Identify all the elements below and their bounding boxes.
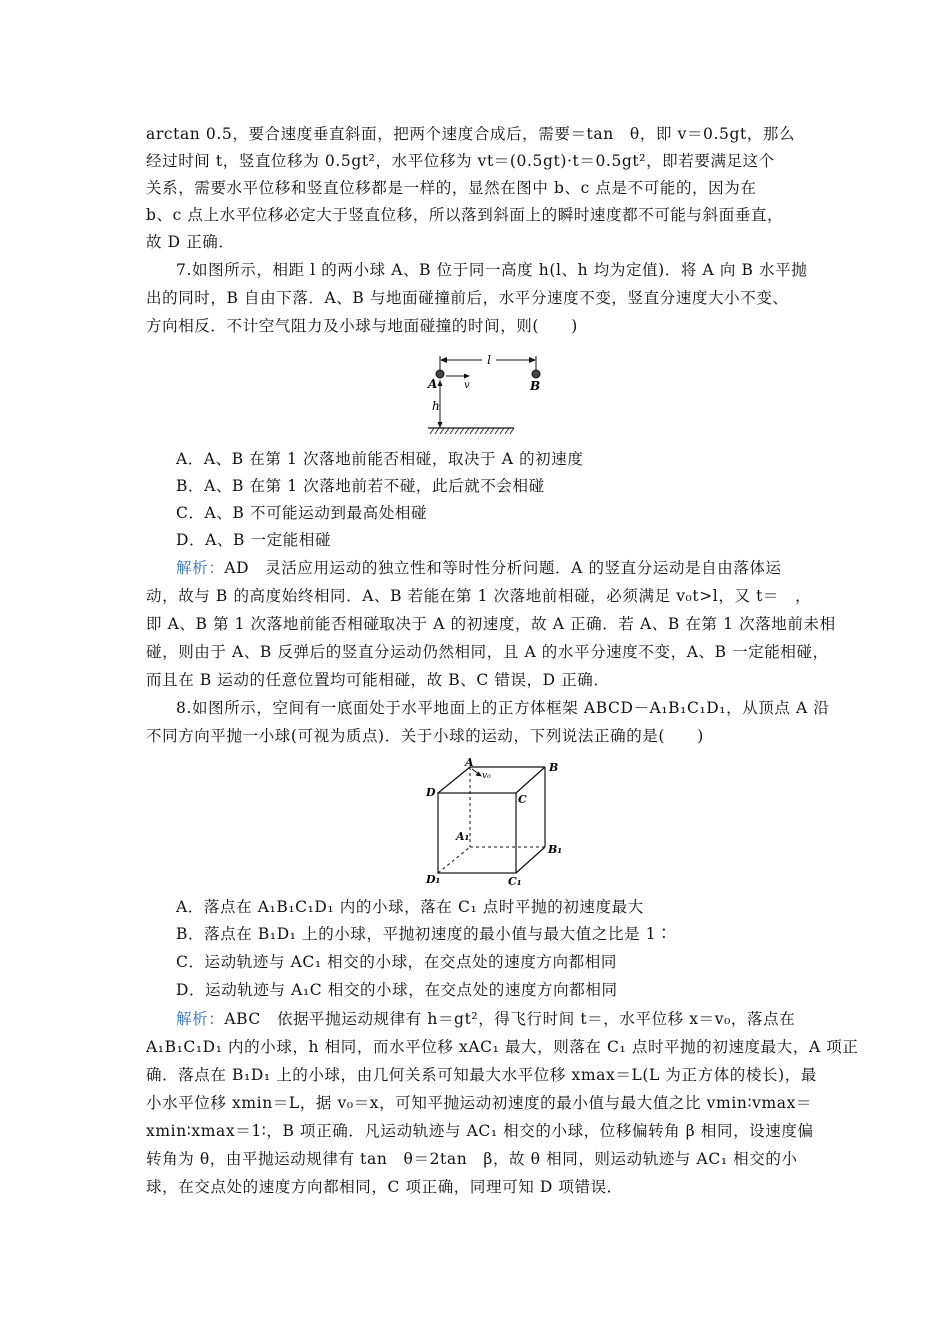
q8-cube-figure: [420, 757, 570, 887]
q8-analysis-text-1: ABC 依据平抛运动规律有 h＝gt²，得飞行时间 t＝，水平位移 x＝v₀，落点在: [224, 1010, 796, 1028]
intro-line-3: 关系，需要水平位移和竖直位移都是一样的，显然在图中 b、c 点是不可能的，因为在: [146, 179, 757, 197]
intro-line-4: b、c 点上水平位移必定大于竖直位移，所以落到斜面上的瞬时速度都不可能与斜面垂直，: [146, 206, 784, 224]
q7-analysis-line-1: [176, 558, 782, 578]
q7-label-l: l: [487, 353, 491, 367]
q8-stem-line-2: 不同方向平抛一小球(可视为质点)．关于小球的运动，下列说法正确的是( ): [146, 727, 704, 745]
q8-analysis-line-1: [176, 1009, 795, 1029]
q8-option-d: D．运动轨迹与 A₁C 相交的小球，在交点处的速度方向都相同: [176, 981, 618, 999]
ball-b: [532, 370, 540, 378]
cube-label-c: C: [518, 793, 527, 806]
q7-analysis-line-3: 即 A、B 第 1 次落地前能否相碰取决于 A 的初速度，故 A 正确．若 A、B 在第 1 次落地前未相: [146, 615, 836, 633]
q8-analysis-line-6: 转角为 θ，由平抛运动规律有 tan θ＝2tan β，故 θ 相同，则运动轨迹与 AC₁ 相交的小: [146, 1150, 798, 1168]
q7-option-b: B．A、B 在第 1 次落地前若不碰，此后就不会相碰: [176, 477, 545, 495]
q7-option-d: D．A、B 一定能相碰: [176, 531, 332, 549]
cube-label-c1: C₁: [508, 875, 522, 887]
q7-stem-line-1: 7.如图所示，相距 l 的两小球 A、B 位于同一高度 h(l、h 均为定值)．将 A 向 B 水平抛: [176, 261, 808, 279]
q8-analysis-label: 解析：: [176, 1010, 225, 1028]
q8-analysis-line-2: A₁B₁C₁D₁ 内的小球，h 相同，而水平位移 xAC₁ 最大，则落在 C₁ 点时平抛的初速度最大，A 项正: [146, 1038, 859, 1056]
q7-analysis-line-5: 而且在 B 运动的任意位置均可能相碰，故 B、C 错误，D 正确．: [146, 671, 610, 689]
intro-line-2: 经过时间 t，竖直位移为 0.5gt²，水平位移为 vt＝(0.5gt)·t＝0.5gt²，即若要满足这个: [146, 152, 775, 170]
cube-label-v0: v₀: [482, 771, 491, 781]
q7-figure: [418, 350, 558, 440]
q8-stem-line-1: 8.如图所示，空间有一底面处于水平地面上的正方体框架 ABCD－A₁B₁C₁D₁，从顶点 A 沿: [176, 699, 830, 717]
cube-label-d: D: [426, 786, 436, 799]
q7-analysis-line-2: 动，故与 B 的高度始终相同．A、B 若能在第 1 次落地前相碰，必须满足 v₀t>l，又 t＝ ，: [146, 587, 812, 605]
q7-stem-line-3: 方向相反．不计空气阻力及小球与地面碰撞的时间，则( ): [146, 317, 578, 335]
q8-option-a: A．落点在 A₁B₁C₁D₁ 内的小球，落在 C₁ 点时平抛的初速度最大: [176, 898, 644, 916]
cube-label-b: B: [549, 761, 559, 774]
q8-option-c: C．运动轨迹与 AC₁ 相交的小球，在交点处的速度方向都相同: [176, 953, 617, 971]
q7-label-h: h: [432, 399, 440, 413]
q8-analysis-line-4: 小水平位移 xmin＝L，据 v₀＝x，可知平抛运动初速度的最小值与最大值之比 vmin∶vmax＝: [146, 1094, 813, 1112]
intro-line-1: arctan 0.5，要合速度垂直斜面，把两个速度合成后，需要＝tan θ，即 v＝0.5gt，那么: [146, 125, 796, 143]
q8-analysis-line-3: 确．落点在 B₁D₁ 上的小球，由几何关系可知最大水平位移 xmax＝L(L 为正方体的棱长)，最: [146, 1066, 817, 1084]
q7-analysis-text-1: AD 灵活应用运动的独立性和等时性分析问题．A 的竖直分运动是自由落体运: [224, 559, 782, 577]
q8-option-b: B．落点在 B₁D₁ 上的小球，平抛初速度的最小值与最大值之比是 1∶: [176, 925, 673, 943]
q8-analysis-line-7: 球，在交点处的速度方向都相同，C 项正确，同理可知 D 项错误．: [146, 1178, 623, 1196]
cube-label-a: A: [465, 757, 474, 769]
q8-analysis-line-5: xmin∶xmax＝1∶，B 项正确．凡运动轨迹与 AC₁ 相交的小球，位移偏转角 β 相同，设速度偏: [146, 1122, 814, 1140]
q7-analysis-label: 解析：: [176, 559, 225, 577]
q7-analysis-line-4: 碰，则由于 A、B 反弹后的竖直分运动仍然相同，且 A 的水平分速度不变，A、B 一定能相碰，: [146, 643, 829, 661]
cube-label-d1: D₁: [426, 873, 441, 886]
cube-label-a1: A₁: [456, 830, 470, 843]
q7-label-b: B: [530, 379, 541, 393]
q7-label-v: v: [464, 380, 470, 391]
q7-label-a: A: [428, 377, 438, 391]
q7-option-a: A．A、B 在第 1 次落地前能否相碰，取决于 A 的初速度: [176, 450, 584, 468]
q7-stem-line-2: 出的同时，B 自由下落．A、B 与地面碰撞前后，水平分速度不变，竖直分速度大小不变、: [146, 289, 789, 307]
cube-label-b1: B₁: [548, 843, 563, 856]
q7-option-c: C．A、B 不可能运动到最高处相碰: [176, 504, 428, 522]
intro-line-5: 故 D 正确．: [146, 233, 235, 251]
